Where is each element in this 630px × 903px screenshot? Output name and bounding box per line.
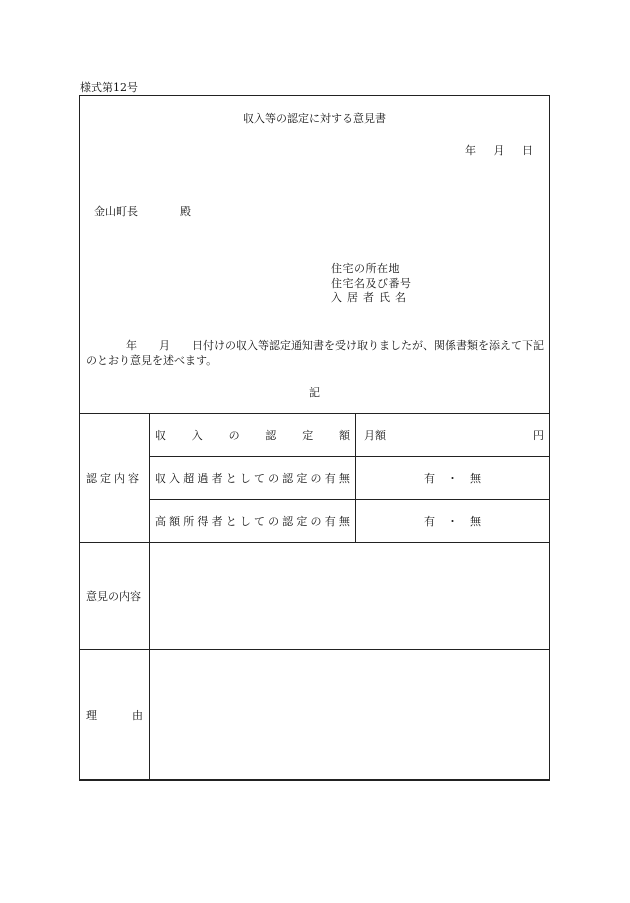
label-char: 定: [296, 472, 308, 485]
section-label: 認定内容: [86, 472, 142, 485]
form-frame: [79, 95, 550, 780]
statement-month: 月: [159, 339, 170, 352]
opinion-label-cell: [80, 543, 150, 650]
label-char: と: [225, 472, 237, 485]
separator-dot: ・: [447, 515, 458, 528]
opinion-label: 意見の内容: [86, 590, 141, 603]
label-char: て: [253, 515, 265, 528]
label-char: 入: [169, 472, 181, 485]
monthly-label: 月額: [364, 429, 386, 442]
table-row: [80, 414, 550, 457]
high-label-cell: [150, 500, 356, 543]
label-char: 額: [169, 515, 181, 528]
date-year: 年: [465, 144, 476, 157]
table-row: [80, 650, 550, 781]
label-char: し: [239, 472, 251, 485]
statement-text-1: 日付けの収入等認定通知書を受け取りましたが、関係書類を添えて下記: [192, 339, 544, 352]
ki-heading: 記: [309, 386, 320, 399]
label-char: 無: [338, 472, 350, 485]
excess-label-cell: [150, 457, 356, 500]
addressee-name: 金山町長: [94, 205, 138, 218]
label-char: 所: [183, 515, 195, 528]
no-option[interactable]: 無: [470, 472, 481, 485]
income-label-cell: [150, 414, 356, 457]
label-char: 有: [324, 515, 336, 528]
label-char: 過: [197, 472, 209, 485]
label-char: し: [239, 515, 251, 528]
resident-label: 入居者氏名: [331, 291, 411, 304]
income-value-cell[interactable]: [356, 414, 550, 457]
table-row: [80, 457, 550, 500]
statement-text-2: のとおり意見を述べます。: [86, 354, 218, 367]
opinion-value-cell[interactable]: [150, 543, 550, 650]
label-char: 高: [155, 515, 166, 528]
addressee-honorific: 殿: [180, 205, 191, 218]
table-row: [80, 543, 550, 650]
detail-table: [79, 413, 550, 781]
excess-value-cell[interactable]: [356, 457, 550, 500]
form-number: 様式第12号: [80, 81, 138, 94]
income-label: [150, 427, 355, 443]
applicant-block: [331, 262, 412, 306]
label-char: て: [253, 472, 265, 485]
label-char: 有: [324, 472, 336, 485]
label-char: 収: [155, 472, 166, 485]
table-row: [80, 500, 550, 543]
yes-option[interactable]: 有: [424, 515, 435, 528]
label-char: 認: [265, 429, 277, 442]
label-char: 定: [302, 429, 314, 442]
reason-label: [80, 707, 149, 723]
label-char: 者: [211, 472, 223, 485]
label-char: 無: [338, 515, 350, 528]
label-char: 定: [296, 515, 308, 528]
label-char: 得: [197, 515, 209, 528]
label-char: 収: [155, 429, 166, 442]
statement: [86, 338, 546, 368]
label-char: の: [268, 472, 280, 485]
label-char: 入: [191, 429, 203, 442]
reason-value-cell[interactable]: [150, 650, 550, 781]
date-day: 日: [522, 144, 533, 157]
label-char: 認: [282, 515, 294, 528]
label-char: 額: [338, 429, 350, 442]
label-char: 超: [183, 472, 195, 485]
section-label-cell: [80, 414, 150, 543]
address-label: 住宅の所在地: [331, 262, 400, 275]
label-char: の: [310, 472, 322, 485]
date-line: [451, 142, 533, 158]
reason-label-2: 由: [132, 709, 143, 722]
high-value-cell[interactable]: [356, 500, 550, 543]
no-option[interactable]: 無: [470, 515, 481, 528]
addressee: [94, 203, 191, 219]
reason-label-cell: [80, 650, 150, 781]
date-month: 月: [493, 144, 505, 157]
label-char: と: [225, 515, 237, 528]
label-char: の: [268, 515, 280, 528]
label-char: 認: [282, 472, 294, 485]
label-char: の: [310, 515, 322, 528]
yes-option[interactable]: 有: [424, 472, 435, 485]
statement-year: 年: [126, 339, 137, 352]
housing-label: 住宅名及び番号: [331, 276, 412, 290]
label-char: の: [228, 429, 240, 442]
label-char: 者: [211, 515, 223, 528]
high-label: [150, 513, 355, 529]
page-title: 収入等の認定に対する意見書: [243, 112, 386, 125]
yen-label: 円: [533, 429, 544, 442]
excess-label: [150, 470, 355, 486]
reason-label-1: 理: [86, 709, 97, 722]
separator-dot: ・: [447, 472, 458, 485]
